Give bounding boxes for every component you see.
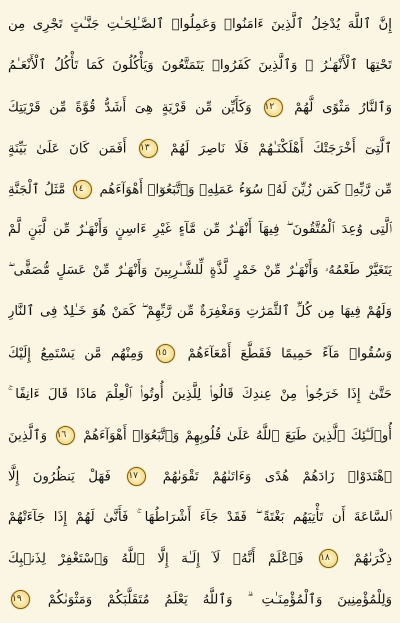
verse-text: ذِكْرَىٰهُمْ ١٨ فَٱعْلَمْ أَنَّهُۥ لَآ إِلَـٰهَ إِلَّا ٱللَّهُ وَٱسْتَغْفِرْ لِذَنۢبِكَ bbox=[8, 549, 392, 568]
verse-text: أُو۟لَـٰٓئِكَ ٱلَّذِينَ طَبَعَ ٱللَّهُ عَلَىٰ قُلُوبِهِمْ وَٱتَّبَعُوٓا۟ أَهْوَآءَهُمْ ١٦ وَٱلَّذِينَ bbox=[8, 426, 392, 445]
ayah-number-marker: ١٥ bbox=[156, 344, 175, 363]
ayah-number-marker: ١٦ bbox=[56, 426, 75, 445]
verse-text: ٱلَّتِىٓ أَخْرَجَتْكَ أَهْلَكْنَـٰهُمْ فَلَا نَاصِرَ لَهُمْ ١٣ أَفَمَن كَانَ عَلَىٰ بَيِّنَةٍ bbox=[8, 139, 392, 158]
verse-line bbox=[8, 252, 392, 290]
verse-line bbox=[8, 458, 392, 496]
verse-line bbox=[8, 499, 392, 537]
verse-line bbox=[8, 211, 392, 249]
verse-line bbox=[8, 417, 392, 455]
verse-text: يَتَغَيَّرْ طَعْمُهُۥ وَأَنْهَـٰرٌ مِّنْ خَمْرٍ لَّذَّةٍ لِّلشَّـٰرِبِينَ وَأَنْهَـٰرٌ مِّنْ عَسَلٍ مُّصَفًّى ۖ bbox=[8, 263, 392, 279]
verse-lines bbox=[8, 6, 392, 619]
ayah-number-marker: ١٤ bbox=[73, 180, 92, 199]
verse-line bbox=[8, 88, 392, 126]
verse-line bbox=[8, 335, 392, 373]
verse-text: إِنَّ ٱللَّهَ يُدْخِلُ ٱلَّذِينَ ءَامَنُوا۟ وَعَمِلُوا۟ ٱلصَّـٰلِحَـٰتِ جَنَّـٰتٍ تَجْرِى مِن bbox=[8, 17, 392, 33]
verse-line bbox=[8, 540, 392, 578]
verse-line bbox=[8, 376, 392, 414]
verse-line bbox=[8, 47, 392, 85]
verse-line bbox=[8, 170, 392, 208]
verse-text: وَلَهُمْ فِيهَا مِن كُلِّ ٱلثَّمَرَٰتِ وَمَغْفِرَةٌ مِّن رَّبِّهِمْ ۖ كَمَنْ هُوَ خَـٰلِدٌ فِى ٱلنَّارِ bbox=[8, 304, 392, 320]
verse-text: تَحْتِهَا ٱلْأَنْهَـٰرُ ۖ وَٱلَّذِينَ كَفَرُوا۟ يَتَمَتَّعُونَ وَيَأْكُلُونَ كَمَا تَأْكُلُ ٱلْأَنْعَـٰمُ bbox=[8, 58, 392, 74]
verse-text: مِّن رَّبِّهِۦ كَمَن زُيِّنَ لَهُۥ سُوٓءُ عَمَلِهِۦ وَٱتَّبَعُوٓا۟ أَهْوَآءَهُم ١٤ مَّثَلُ ٱلْجَنَّةِ bbox=[8, 180, 392, 199]
ayah-number-marker: ١٧ bbox=[127, 467, 146, 486]
verse-line bbox=[8, 129, 392, 167]
verse-line bbox=[8, 581, 392, 619]
verse-text: وَلِلْمُؤْمِنِينَ وَٱلْمُؤْمِنَـٰتِ ۗ وَٱللَّهُ يَعْلَمُ مُتَقَلَّبَكُمْ وَمَثْوَىٰكُمْ ١٩ bbox=[8, 590, 392, 609]
verse-text: ٱلسَّاعَةَ أَن تَأْتِيَهُم بَغْتَةً ۖ فَقَدْ جَآءَ أَشْرَاطُهَا ۚ فَأَنَّىٰ لَهُمْ إِذَا جَآءَتْهُمْ bbox=[8, 509, 392, 525]
verse-text: وَسُقُوا۟ مَآءً حَمِيمًا فَقَطَّعَ أَمْعَآءَهُمْ ١٥ وَمِنْهُم مَّن يَسْتَمِعُ إِلَيْكَ bbox=[8, 344, 392, 363]
ayah-number-marker: ١٩ bbox=[11, 590, 30, 609]
ayah-number-marker: ١٣ bbox=[139, 139, 158, 158]
verse-line bbox=[8, 293, 392, 331]
ayah-number-marker: ١٢ bbox=[264, 98, 283, 117]
verse-text: وَٱلنَّارُ مَثْوًى لَّهُمْ ١٢ وَكَأَيِّن مِّن قَرْيَةٍ هِىَ أَشَدُّ قُوَّةً مِّن قَرْيَتِكَ bbox=[8, 98, 392, 117]
verse-text: حَتَّىٰٓ إِذَا خَرَجُوا۟ مِنْ عِندِكَ قَالُوا۟ لِلَّذِينَ أُوتُوا۟ ٱلْعِلْمَ مَاذَا قَالَ ءَانِفًا ۚ bbox=[8, 386, 392, 402]
verse-text: ٱلَّتِى وُعِدَ ٱلْمُتَّقُونَ ۖ فِيهَآ أَنْهَـٰرٌ مِّن مَّآءٍ غَيْرِ ءَاسِنٍ وَأَنْهَـٰرٌ مِّن لَّبَنٍ لَّمْ bbox=[8, 222, 392, 238]
verse-text: ٱهْتَدَوْا۟ زَادَهُمْ هُدًى وَءَاتَىٰهُمْ تَقْوَىٰهُمْ ١٧ فَهَلْ يَنظُرُونَ إِلَّا bbox=[8, 467, 392, 486]
ayah-number-marker: ١٨ bbox=[319, 549, 338, 568]
verse-line bbox=[8, 6, 392, 44]
